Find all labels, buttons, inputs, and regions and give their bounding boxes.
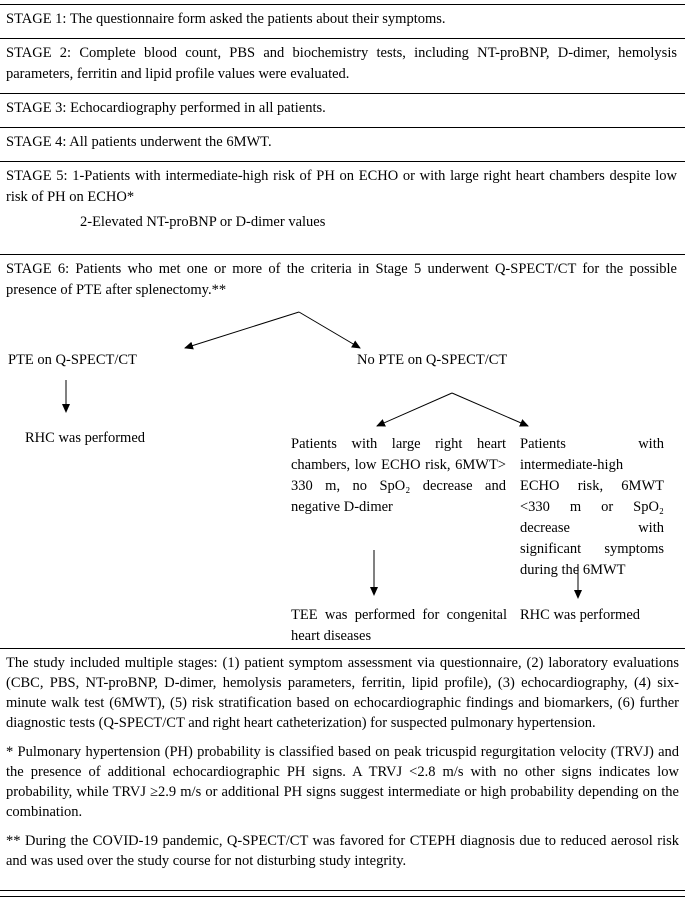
flowchart — [0, 309, 685, 648]
node-criteria-right: Patients with intermediate-high ECHO risk, 6MWT <330 m or SpO₂ decrease with significant symptoms during the 6MWT — [520, 436, 664, 578]
arrow-to-right-criteria — [452, 393, 528, 426]
stage-2-text: STAGE 2: Complete blood count, PBS and biochemistry tests, including NT-proBNP, D-dimer, hemolysis parameters, ferritin and lipid profile values were evaluated. — [6, 45, 677, 82]
stage-row-6 — [0, 254, 685, 309]
stage-row-5 — [0, 161, 685, 254]
arrow-to-pte — [185, 312, 299, 348]
caption-paragraph-3: ** During the COVID-19 pandemic, Q-SPECT/CT was favored for CTEPH diagnosis due to reduced aerosol risk and was used over the study course for not disturbing study integrity. — [6, 833, 679, 869]
stage-row-3 — [0, 93, 685, 127]
caption-paragraph-1: The study included multiple stages: (1) patient symptom assessment via questionnaire, (2) laboratory evaluations (CBC, PBS, NT-proBNP, D-dimer, hemolysis parameters, ferritin, lipid profile), (3) echocardiography, (4) six-minute walk test (6MWT), (5) risk stratification based on echocardiographic findings and biomarkers, (6) further diagnostic tests (Q-SPECT/CT and right heart catheterization) for suspected pulmonary hypertension. — [6, 655, 679, 731]
stage-row-1 — [0, 4, 685, 38]
stage-4-text: STAGE 4: All patients underwent the 6MWT. — [6, 134, 272, 150]
node-tee-outcome: TEE was performed for congenital heart diseases — [291, 607, 507, 644]
caption-paragraph-2: * Pulmonary hypertension (PH) probability is classified based on peak tricuspid regurgitation velocity (TRVJ) and the presence of additional echocardiographic PH signs. A TRVJ <2.8 m/s with no other signs indicates low probability, while TRVJ ≥2.9 m/s or additional PH signs suggest intermediate or high probability depending on the combination. — [6, 744, 679, 820]
bottom-rule — [0, 890, 685, 897]
stage-6-text: STAGE 6: Patients who met one or more of the criteria in Stage 5 underwent Q-SPECT/CT for the possible presence of PTE after splenectomy.** — [6, 261, 677, 298]
stage-1-text: STAGE 1: The questionnaire form asked the patients about their symptoms. — [6, 11, 446, 27]
node-rhc-left: RHC was performed — [25, 430, 146, 446]
stage-3-text: STAGE 3: Echocardiography performed in all patients. — [6, 100, 326, 116]
figure-caption — [0, 648, 685, 871]
stage-row-4 — [0, 127, 685, 161]
stage-5-subtext: 2-Elevated NT-proBNP or D-dimer values — [80, 214, 326, 230]
arrow-to-no-pte — [299, 312, 360, 348]
arrow-to-left-criteria — [377, 393, 452, 426]
stage-5-text: STAGE 5: 1-Patients with intermediate-high risk of PH on ECHO or with large right heart chambers despite low risk of PH on ECHO* — [6, 168, 677, 205]
node-no-pte-branch: No PTE on Q-SPECT/CT — [357, 352, 508, 368]
node-rhc-right: RHC was performed — [520, 607, 641, 623]
stage-row-2 — [0, 38, 685, 93]
node-criteria-left: Patients with large right heart chambers, low ECHO risk, 6MWT> 330 m, no SpO₂ decrease and negative D-dimer — [291, 436, 506, 515]
node-pte-branch: PTE on Q-SPECT/CT — [8, 352, 137, 368]
